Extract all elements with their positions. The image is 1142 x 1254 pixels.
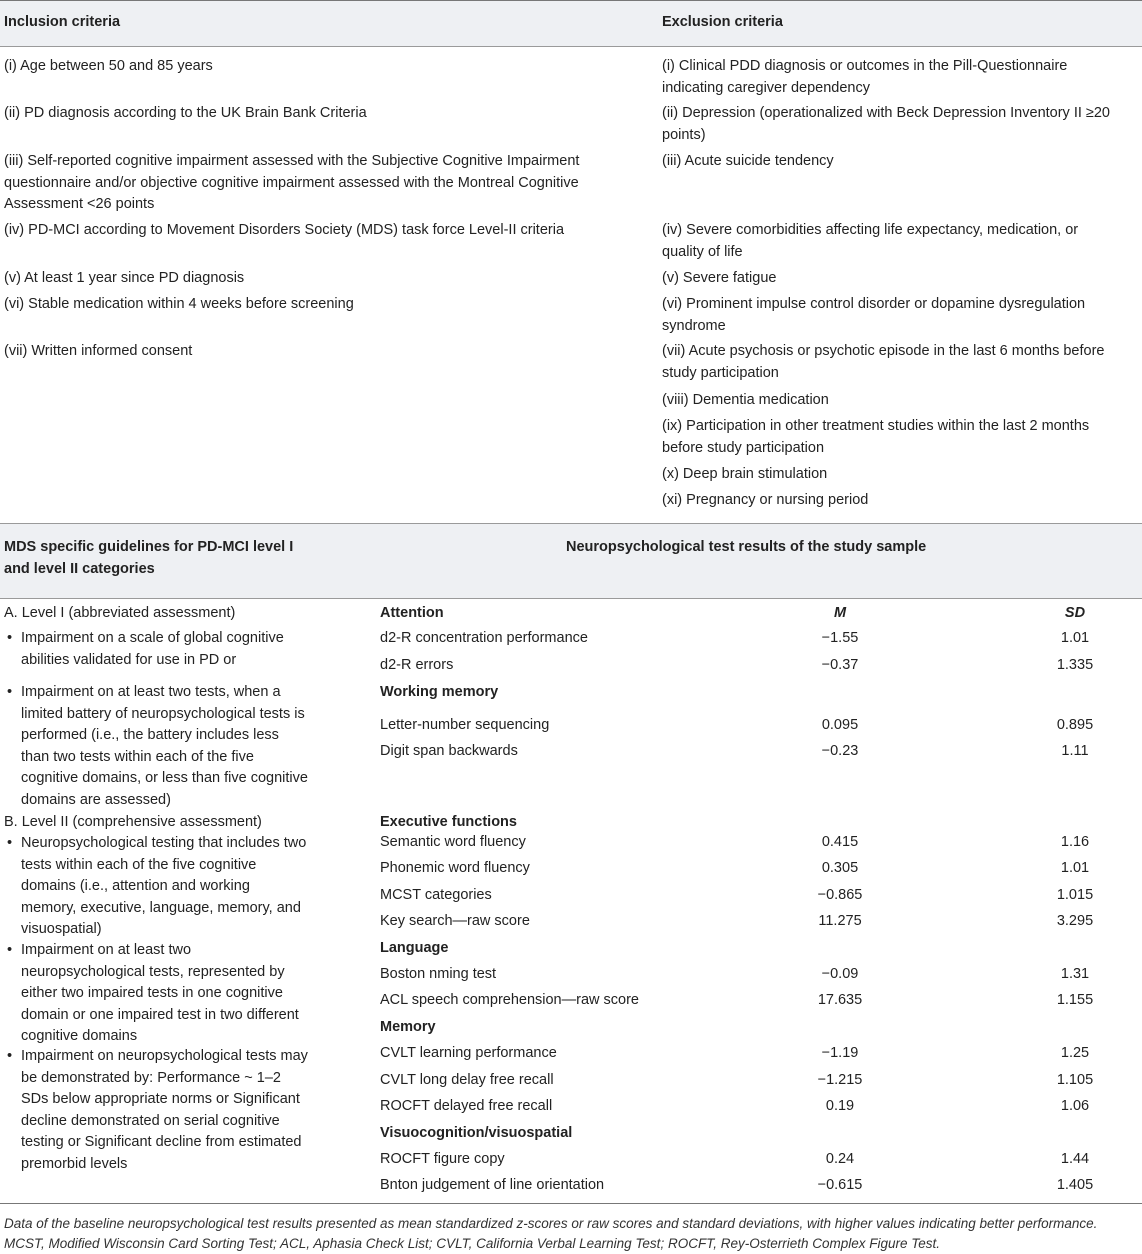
inclusion-item: (ii) PD diagnosis according to the UK Brain Bank Criteria xyxy=(4,105,367,121)
test-sd: 1.06 xyxy=(1060,1098,1090,1114)
criteria-header-row xyxy=(0,0,1142,47)
test-sd: 3.295 xyxy=(1056,913,1094,929)
level2-bullet: • Impairment on at least two neuropsychological tests, represented by either two impaired tests in one cognitive domain or one impaired test in two different cognitive domains xyxy=(7,942,299,1044)
test-sd: 1.25 xyxy=(1060,1045,1090,1061)
inclusion-header: Inclusion criteria xyxy=(4,14,121,30)
test-name: MCST categories xyxy=(380,887,492,903)
inclusion-item: (iv) PD-MCI according to Movement Disorders Society (MDS) task force Level-II criteria xyxy=(4,222,565,238)
exclusion-item: (ix) Participation in other treatment studies within the last 2 months before study participation xyxy=(662,418,1090,456)
domain-heading: Working memory xyxy=(380,684,499,700)
table-bottom-rule xyxy=(0,1203,1142,1204)
test-sd: 1.105 xyxy=(1056,1072,1094,1088)
exclusion-item: (vii) Acute psychosis or psychotic episode in the last 6 months before study participation xyxy=(662,343,1105,381)
footnote-line: Data of the baseline neuropsychological test results presented as mean standardized z-scores or raw scores and standard deviations, with higher values indicating better performance. xyxy=(4,1216,1098,1231)
test-m: −0.37 xyxy=(821,657,859,673)
test-m: −1.19 xyxy=(821,1045,859,1061)
test-sd: 0.895 xyxy=(1056,717,1094,733)
test-name: CVLT learning performance xyxy=(380,1045,557,1061)
inclusion-item: (vii) Written informed consent xyxy=(4,343,193,359)
test-name: ACL speech comprehension—raw score xyxy=(380,992,639,1008)
guidelines-header: MDS specific guidelines for PD-MCI level I and level II categories xyxy=(4,539,294,577)
exclusion-item: (iv) Severe comorbidities affecting life expectancy, medication, or quality of life xyxy=(662,222,1079,260)
exclusion-header: Exclusion criteria xyxy=(662,14,783,30)
test-sd: 1.335 xyxy=(1056,657,1094,673)
domain-heading: Visuocognition/visuospatial xyxy=(380,1125,573,1141)
test-m: −0.865 xyxy=(817,887,863,903)
domain-heading: Attention xyxy=(380,605,444,621)
test-m: −0.23 xyxy=(821,743,859,759)
column-sd-header: SD xyxy=(1064,605,1086,621)
column-m-header: M xyxy=(833,605,847,621)
test-name: ROCFT delayed free recall xyxy=(380,1098,553,1114)
test-name: Key search—raw score xyxy=(380,913,530,929)
exclusion-item: (xi) Pregnancy or nursing period xyxy=(662,492,869,508)
domain-heading: Executive functions xyxy=(380,814,517,830)
test-name: d2-R concentration performance xyxy=(380,630,588,646)
test-name: CVLT long delay free recall xyxy=(380,1072,554,1088)
test-name: Boston nming test xyxy=(380,966,497,982)
test-name: Bnton judgement of line orientation xyxy=(380,1177,605,1193)
inclusion-item: (v) At least 1 year since PD diagnosis xyxy=(4,270,245,286)
results-header: Neuropsychological test results of the study sample xyxy=(566,539,927,555)
bullet-glyph: • xyxy=(7,942,13,958)
level1-bullet: • Impairment on at least two tests, when a limited battery of neuropsychological tests is performed (i.e., the battery includes less than two tests within each of the five cognitive domains, or less than five cognitive domains are assessed) xyxy=(7,684,308,808)
test-name: Letter-number sequencing xyxy=(380,717,550,733)
test-sd: 1.01 xyxy=(1060,860,1090,876)
test-m: −0.615 xyxy=(817,1177,863,1193)
exclusion-item: (v) Severe fatigue xyxy=(662,270,777,286)
domain-heading: Language xyxy=(380,940,449,956)
footnote-line: MCST, Modified Wisconsin Card Sorting Test; ACL, Aphasia Check List; CVLT, California Verbal Learning Test; ROCFT, Rey-Osterrieth Complex Figure Test. xyxy=(4,1236,941,1251)
test-m: −0.09 xyxy=(821,966,859,982)
test-sd: 1.405 xyxy=(1056,1177,1094,1193)
bullet-glyph: • xyxy=(7,835,13,851)
inclusion-item: (i) Age between 50 and 85 years xyxy=(4,58,213,74)
test-m: −1.55 xyxy=(821,630,859,646)
test-m: 17.635 xyxy=(817,992,863,1008)
exclusion-item: (viii) Dementia medication xyxy=(662,392,829,408)
test-sd: 1.44 xyxy=(1060,1151,1090,1167)
test-m: 0.19 xyxy=(825,1098,855,1114)
exclusion-item: (vi) Prominent impulse control disorder or dopamine dysregulation syndrome xyxy=(662,296,1086,334)
inclusion-item: (iii) Self-reported cognitive impairment assessed with the Subjective Cognitive Impairment questionnaire and/or objective cognitive impairment assessed with the Montreal Cognitive Assessment <26 points xyxy=(4,153,580,212)
test-m: 11.275 xyxy=(818,913,862,929)
test-sd: 1.11 xyxy=(1061,743,1089,759)
test-m: 0.415 xyxy=(821,834,859,850)
level1-bullet: • Impairment on a scale of global cognitive abilities validated for use in PD or xyxy=(7,630,284,668)
test-sd: 1.16 xyxy=(1060,834,1090,850)
level2-bullet: • Neuropsychological testing that includes two tests within each of the five cognitive domains (i.e., attention and working memory, executive, language, memory, and visuospatial) xyxy=(7,835,307,937)
inclusion-item: (vi) Stable medication within 4 weeks before screening xyxy=(4,296,354,312)
test-sd: 1.31 xyxy=(1060,966,1090,982)
level2-bullet: • Impairment on neuropsychological tests may be demonstrated by: Performance ~ 1–2 SDs below appropriate norms or Significant decline demonstrated on serial cognitive testing or Significant decline from estimated premorbid levels xyxy=(7,1048,308,1172)
test-sd: 1.015 xyxy=(1056,887,1094,903)
exclusion-item: (iii) Acute suicide tendency xyxy=(662,153,834,169)
test-m: 0.24 xyxy=(825,1151,855,1167)
test-name: Digit span backwards xyxy=(380,743,518,759)
bullet-glyph: • xyxy=(7,684,13,700)
test-m: 0.095 xyxy=(821,717,859,733)
test-m: −1.215 xyxy=(817,1072,863,1088)
exclusion-item: (ii) Depression (operationalized with Beck Depression Inventory II ≥20 points) xyxy=(662,105,1110,143)
exclusion-item: (x) Deep brain stimulation xyxy=(662,466,828,482)
bullet-glyph: • xyxy=(7,630,13,646)
domain-heading: Memory xyxy=(380,1019,436,1035)
level2-title: B. Level II (comprehensive assessment) xyxy=(4,814,262,830)
test-sd: 1.155 xyxy=(1056,992,1094,1008)
test-name: Semantic word fluency xyxy=(380,834,526,850)
test-name: Phonemic word fluency xyxy=(380,860,530,876)
test-name: d2-R errors xyxy=(380,657,454,673)
test-m: 0.305 xyxy=(821,860,859,876)
bullet-glyph: • xyxy=(7,1048,13,1064)
test-name: ROCFT figure copy xyxy=(380,1151,505,1167)
test-sd: 1.01 xyxy=(1060,630,1090,646)
exclusion-item: (i) Clinical PDD diagnosis or outcomes in the Pill-Questionnaire indicating caregiver dependency xyxy=(662,58,1068,96)
level1-title: A. Level I (abbreviated assessment) xyxy=(4,605,236,621)
